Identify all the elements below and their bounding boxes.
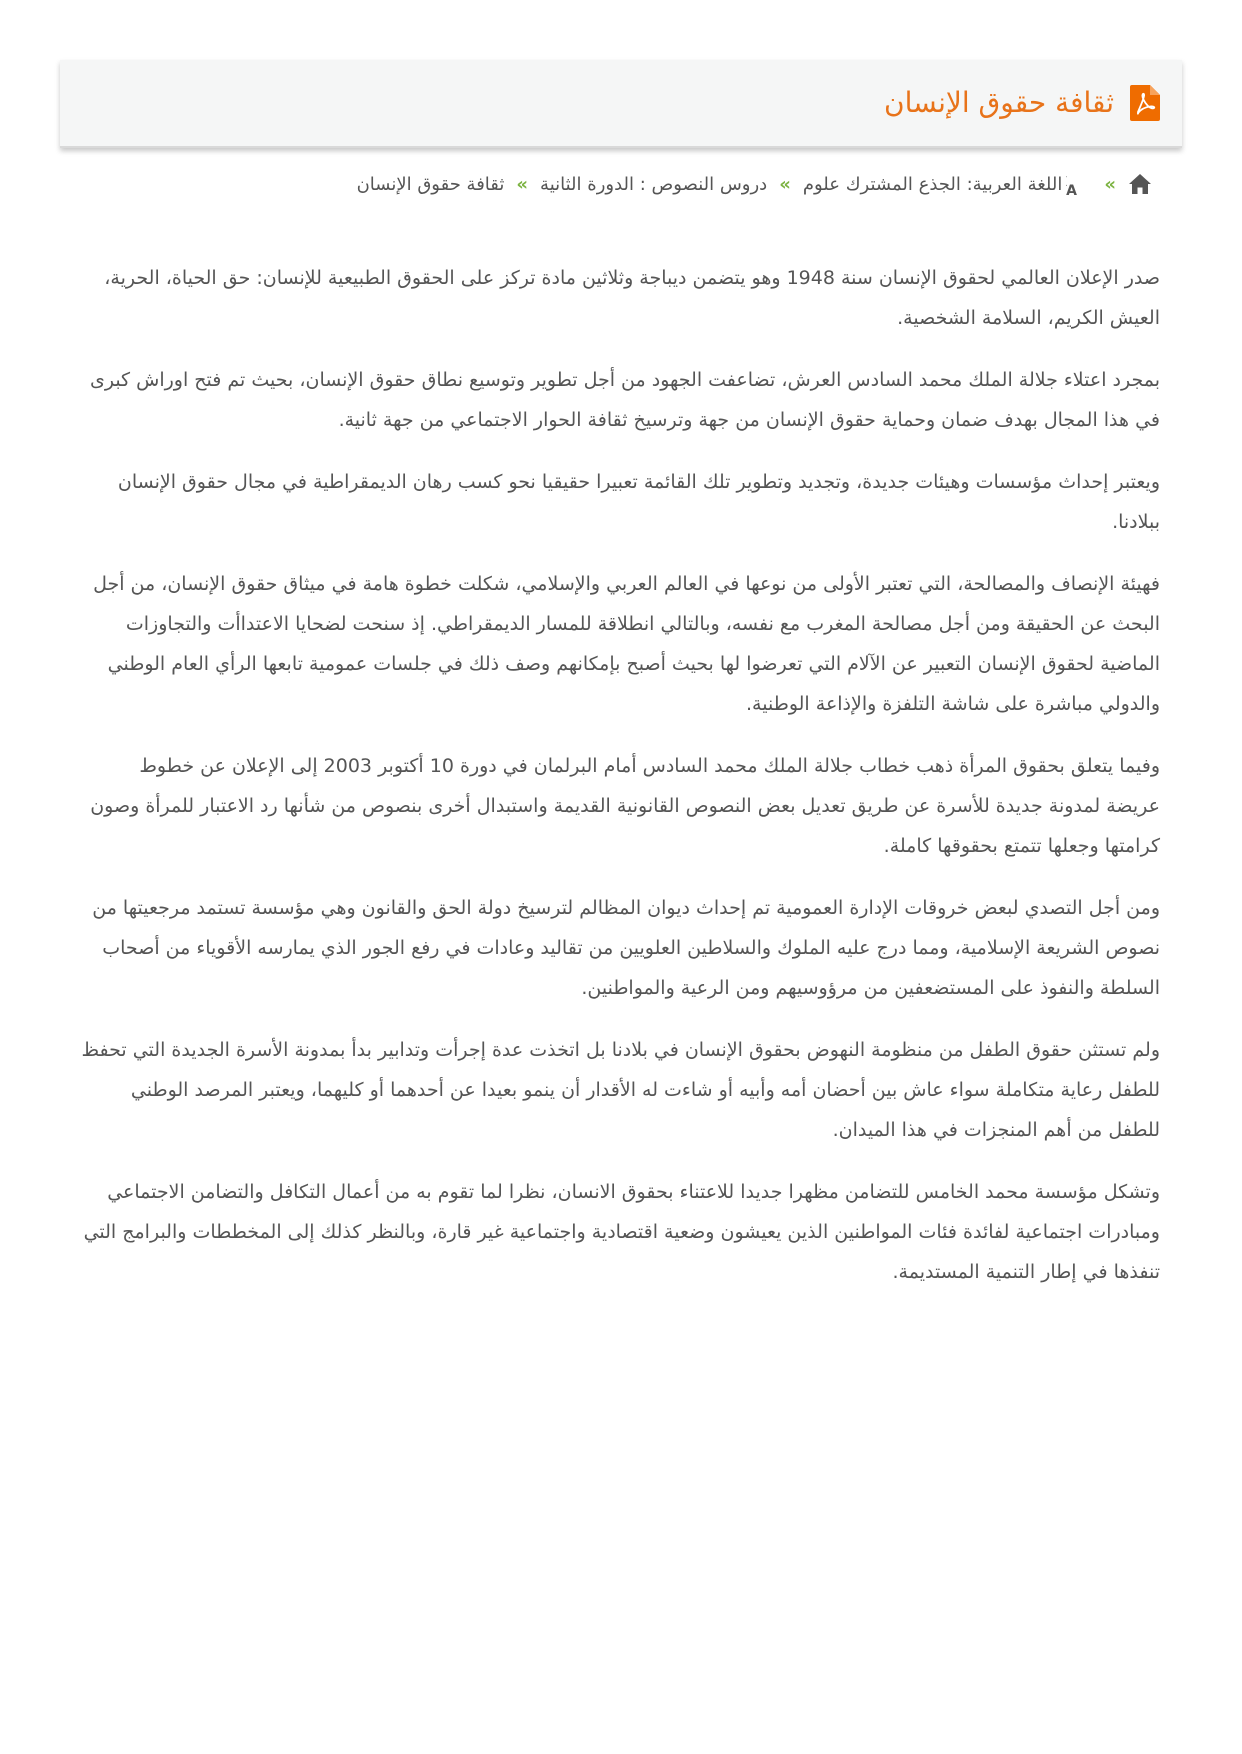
page-header bbox=[60, 60, 1182, 148]
paragraph: فهيئة الإنصاف والمصالحة، التي تعتبر الأولى من نوعها في العالم العربي والإسلامي، شكلت خطوة هامة في ميثاق حقوق الإنسان، من أجل البحث عن الحقيقة ومن أجل مصالحة المغرب مع نفسه، وبالتالي انطلاقة للمسار الديمقراطي. إذ سنحت لضحايا الاعتداأت والتجاوزات الماضية لحقوق الإنسان التعبير عن الآلام التي تعرضوا لها بحيث أصبح بإمكانهم وصف ذلك في جلسات عمومية تابعها الرأي العام الوطني والدولي مباشرة على شاشة التلفزة والإذاعة الوطنية. bbox=[93, 573, 1160, 715]
breadcrumb-separator: » bbox=[1104, 173, 1116, 195]
home-icon[interactable] bbox=[1128, 173, 1152, 195]
pdf-icon[interactable] bbox=[1130, 85, 1160, 121]
breadcrumb bbox=[60, 168, 1152, 200]
paragraph: وفيما يتعلق بحقوق المرأة ذهب خطاب جلالة الملك محمد السادس أمام البرلمان في دورة 10 أكتوبر 2003 إلى الإعلان عن خطوط عريضة لمدونة جديدة للأسرة عن طريق تعديل بعض النصوص القانونية القديمة واستبدال أخرى بنصوص من شأنها رد الاعتبار للمرأة وصون كرامتها وجعلها تتمتع بحقوقها كاملة. bbox=[90, 755, 1160, 857]
breadcrumb-separator: » bbox=[516, 173, 529, 195]
breadcrumb-item-current: ثقافة حقوق الإنسان bbox=[356, 173, 505, 195]
article-body bbox=[80, 258, 1160, 1314]
page-title: ثقافة حقوق الإنسان bbox=[884, 86, 1114, 119]
paragraph: ويعتبر إحداث مؤسسات وهيئات جديدة، وتجديد وتطوير تلك القائمة تعبيرا حقيقيا نحو كسب رهان الديمقراطية في مجال حقوق الإنسان ببلادنا. bbox=[117, 471, 1160, 533]
paragraph: صدر الإعلان العالمي لحقوق الإنسان سنة 1948 وهو يتضمن ديباجة وثلاثين مادة تركز على الحقوق الطبيعية للإنسان: حق الحياة، الحرية، العيش الكريم، السلامة الشخصية. bbox=[104, 267, 1160, 329]
breadcrumb-item-lessons[interactable]: دروس النصوص : الدورة الثانية bbox=[540, 173, 768, 195]
breadcrumb-item-arabic[interactable]: اللغة العربية: الجذع المشترك علوم bbox=[802, 173, 1063, 195]
breadcrumb-separator: » bbox=[779, 173, 791, 195]
svg-text:A: A bbox=[1066, 183, 1078, 197]
paragraph: وتشكل مؤسسة محمد الخامس للتضامن مظهرا جديدا للاعتناء بحقوق الانسان، نظرا لما تقوم به من أعمال التكافل والتضامن الاجتماعي ومبادرات اجتماعية لفائدة فئات المواطنين الذين يعيشون وضعية اقتصادية واجتماعية غير قارة، وبالنظر كذلك إلى المخططات والبرامج التي تنفذها في إطار التنمية المستديمة. bbox=[83, 1181, 1160, 1283]
translate-icon bbox=[1066, 171, 1092, 197]
paragraph: بمجرد اعتلاء جلالة الملك محمد السادس العرش، تضاعفت الجهود من أجل تطوير وتوسيع نطاق حقوق الإنسان، بحيث تم فتح اوراش كبرى في هذا المجال بهدف ضمان وحماية حقوق الإنسان من جهة وترسيخ ثقافة الحوار الاجتماعي من جهة ثانية. bbox=[89, 369, 1160, 431]
paragraph: ولم تستثن حقوق الطفل من منظومة النهوض بحقوق الإنسان في بلادنا بل اتخذت عدة إجرأت وتدابير بدأ بمدونة الأسرة الجديدة التي تحفظ للطفل رعاية متكاملة سواء عاش بين أحضان أمه وأبيه أو شاءت له الأقدار أن ينمو بعيدا عن أحدهما أو كليهما، ويعتبر المرصد الوطني للطفل من أهم المنجزات في هذا الميدان. bbox=[81, 1039, 1160, 1141]
paragraph: ومن أجل التصدي لبعض خروقات الإدارة العمومية تم إحداث ديوان المظالم لترسيخ دولة الحق والقانون وهي مؤسسة تستمد مرجعيتها من نصوص الشريعة الإسلامية، ومما درج عليه الملوك والسلاطين العلويين من تقاليد وعادات في رفع الجور الذي يمارسه الأقوياء من أصحاب السلطة والنفوذ على المستضعفين من مرؤوسيهم ومن الرعية والمواطنين. bbox=[92, 897, 1160, 999]
